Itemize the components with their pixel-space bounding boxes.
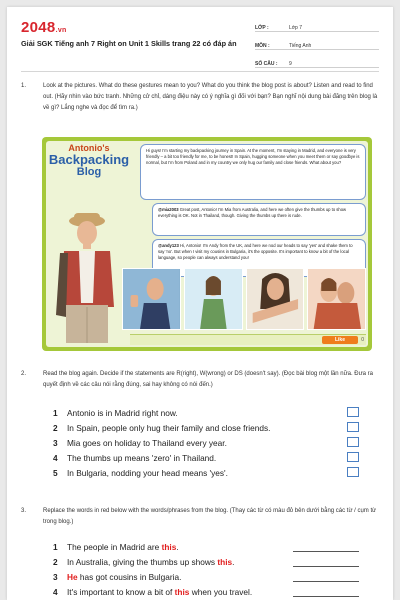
text-after: when you travel.	[189, 586, 253, 597]
blog-illustration	[42, 137, 372, 351]
statement-item	[53, 405, 363, 420]
statement-list	[53, 405, 363, 480]
replace-item	[53, 584, 363, 599]
meta-value: Tiếng Anh	[289, 43, 312, 49]
like-label: Like	[334, 337, 345, 343]
site-logo[interactable]	[21, 19, 67, 36]
red-word: this	[161, 541, 177, 552]
item-text	[67, 587, 252, 597]
answer-blank[interactable]	[293, 551, 359, 552]
text-after: .	[176, 541, 179, 552]
blog-title-line-2: Backpacking	[48, 152, 130, 167]
statement-text: Antonio is in Madrid right now.	[67, 407, 178, 418]
text-before: It's important to know a bit of	[67, 586, 175, 597]
red-word: this	[217, 556, 233, 567]
blog-title-line-3: Blog	[76, 166, 102, 178]
document-title: Giải SGK Tiếng anh 7 Right on Unit 1 Skills trang 22 có đáp án	[21, 39, 237, 48]
answer-blank[interactable]	[293, 596, 359, 597]
meta-value: Lớp 7	[289, 25, 303, 31]
logo-text: 2048	[21, 19, 56, 36]
blog-post-bubble: Hi guys! I'm starting my backpacking journey in Spain. At the moment, I'm staying in Madrid, and everyone is very friendly – a bit too friendly for me, to be honest! In Spain, hugging someone when you meet them or say goodbye is normal, but I'm from Poland and in my country we only hug our family and close friends. What about you?	[140, 144, 366, 200]
item-text	[67, 542, 179, 552]
meta-key: LỚP :	[255, 25, 269, 31]
blog-footer-bar	[130, 334, 366, 345]
statement-number: 3	[53, 437, 58, 448]
blog-title-line-1: Antonio's	[68, 143, 110, 153]
statement-text: Mia goes on holiday to Thailand every year.	[67, 437, 227, 448]
statement-item	[53, 450, 363, 465]
item-number: 2	[53, 556, 58, 567]
blog-title	[48, 143, 130, 178]
question-text: Replace the words in red below with the words/phrases from the blog. (Thay các từ có màu đỏ bên dưới bằng các từ / cụm từ trong blog.)	[43, 508, 377, 525]
worksheet-page	[7, 7, 393, 600]
photo-thumbs-up-boy	[122, 268, 181, 330]
question-number: 1.	[21, 83, 27, 89]
statement-item	[53, 465, 363, 480]
meta-box	[255, 17, 379, 71]
statement-text: In Spain, people only hug their family and close friends.	[67, 422, 271, 433]
header-divider	[21, 71, 379, 72]
answer-checkbox[interactable]	[347, 422, 359, 432]
answer-checkbox[interactable]	[347, 452, 359, 462]
item-number: 3	[53, 571, 58, 582]
text-before: In Australia, giving the thumbs up shows	[67, 556, 218, 567]
text-before: The people in Madrid are	[67, 541, 162, 552]
statement-number: 5	[53, 467, 58, 478]
meta-row-class	[255, 17, 379, 32]
comment-text: Great post, Antonio! I'm Mia from Australia, and here we often give the thumbs up to show everything is OK. Not in Thailand, though. Giving the thumbs up there is rude.	[158, 207, 347, 218]
logo-suffix: .vn	[55, 27, 67, 34]
question-text: Look at the pictures. What do these gestures mean to you? What do you think the blog post is about? Listen and read to find out. (Hãy nhìn vào bức tranh. Những cử chỉ, dáng điệu này có ý nghĩa gì đối với bạn? Bạn nghĩ nội dung bài đăng trên blog là về gì? Lắng nghe và đọc để tìm ra.)	[43, 83, 378, 111]
backpacker-boy-image	[52, 207, 122, 347]
replace-item	[53, 569, 363, 584]
comment-bubble-mia	[152, 203, 366, 236]
question-text: Read the blog again. Decide if the statements are R(right), W(wrong) or DS (doesn't say). (Đọc bài blog một lần nữa. Đưa ra quyết định về các câu nói rằng đúng, sai hay không có nói đến.)	[43, 371, 373, 388]
statement-text: In Bulgaria, nodding your head means 'yes'.	[67, 467, 228, 478]
photo-shrug-girl	[184, 268, 243, 330]
like-button[interactable]	[322, 336, 358, 344]
statement-text: The thumbs up means 'zero' in Thailand.	[67, 452, 217, 463]
statement-number: 2	[53, 422, 58, 433]
item-text	[67, 572, 181, 582]
question-1	[21, 81, 379, 114]
meta-row-subject	[255, 35, 379, 50]
meta-value: 9	[289, 61, 292, 67]
statement-number: 4	[53, 452, 58, 463]
item-number: 1	[53, 541, 58, 552]
gesture-photos	[122, 268, 366, 330]
like-count: 0	[361, 337, 364, 343]
answer-checkbox[interactable]	[347, 467, 359, 477]
answer-checkbox[interactable]	[347, 437, 359, 447]
question-2	[21, 369, 379, 391]
photo-crossed-arms-girl	[246, 268, 305, 330]
answer-blank[interactable]	[293, 566, 359, 567]
meta-key: SỐ CÂU :	[255, 61, 278, 67]
comment-text: Hi, Antonio! I'm Andy from the UK, and here we nod our heads to say 'yes' and shake them to say 'no'. But when I visit my cousins in Bulgaria, it's the opposite. It's important to know a bit of the local language, so people can always understand you!	[158, 243, 353, 260]
comment-user: @andy123	[158, 243, 179, 248]
item-number: 4	[53, 586, 58, 597]
replace-item	[53, 539, 363, 554]
red-word: this	[174, 586, 190, 597]
item-text	[67, 557, 234, 567]
statement-number: 1	[53, 407, 58, 418]
answer-blank[interactable]	[293, 581, 359, 582]
replace-word-list	[53, 539, 363, 599]
meta-key: MÔN :	[255, 43, 270, 49]
question-3	[21, 506, 379, 528]
meta-row-count	[255, 53, 379, 68]
red-word: He	[67, 571, 78, 582]
replace-item	[53, 554, 363, 569]
statement-item	[53, 435, 363, 450]
text-after: .	[232, 556, 235, 567]
photo-hugging-friends	[307, 268, 366, 330]
comment-user: @mia2003	[158, 207, 179, 212]
statement-item	[53, 420, 363, 435]
question-number: 2.	[21, 371, 27, 377]
question-number: 3.	[21, 508, 27, 514]
answer-checkbox[interactable]	[347, 407, 359, 417]
text-after: has got cousins in Bulgaria.	[77, 571, 182, 582]
